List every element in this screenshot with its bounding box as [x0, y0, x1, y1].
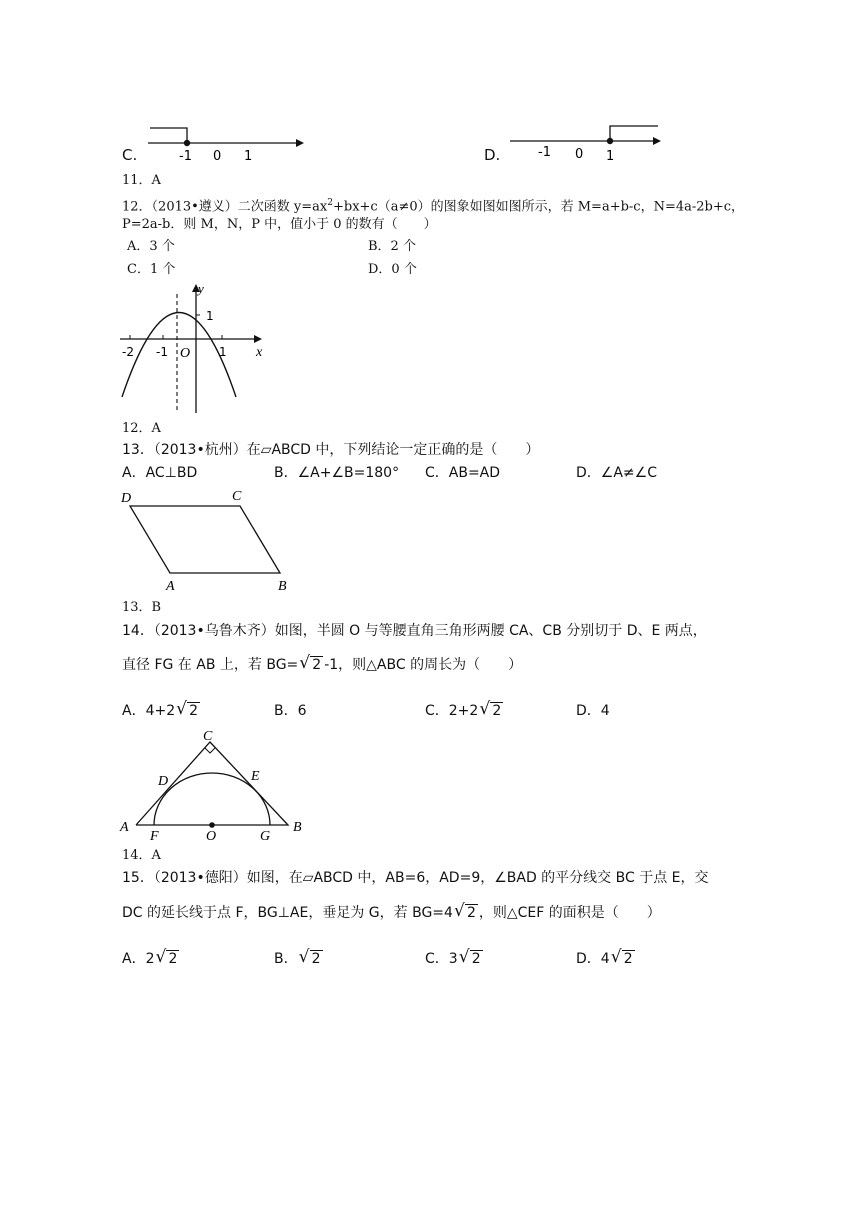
answer-12: 12．A — [122, 421, 161, 436]
point-label-d: D — [158, 774, 169, 789]
q15-option-d: D．4√ 2 — [576, 950, 636, 968]
q14-semicircle-triangle-figure — [118, 728, 318, 842]
q13-option-a: A．AC⊥BD — [122, 465, 198, 481]
point-label-g: G — [260, 829, 271, 844]
sqrt-symbol: √ 2 — [299, 656, 323, 674]
answer-11: 11．A — [122, 173, 161, 188]
q12-stem-line1: 12．（2013•遵义）二次函数 $y=ax^2+bx+c(a\ne 0)$的图象如图如图所示，若 M=a+b-c，N=4a-2b+c， — [122, 198, 745, 215]
q15-option-c: C．3√ 2 — [425, 950, 484, 968]
origin-label: O — [180, 346, 191, 361]
q14-option-b: B．6 — [274, 703, 307, 719]
q15-stem-line2: DC 的延长线于点 F，BG⊥AE，垂足为 G，若 BG=4√ 2 ，则△CEF 的面积是（ ） — [122, 904, 661, 922]
x-tick-label: -2 — [122, 345, 134, 359]
y-axis-label: y — [198, 281, 204, 296]
q13-parallelogram-figure — [118, 486, 298, 596]
point-label-b: B — [293, 820, 302, 835]
y-tick-label: 1 — [206, 309, 214, 323]
sqrt-symbol: √ 2 — [459, 950, 483, 968]
sqrt-symbol: √ 2 — [611, 950, 635, 968]
q14-stem-line2: 直径 FG 在 AB 上，若 BG=√ 2 -1，则△ABC 的周长为（ ） — [122, 656, 522, 674]
sqrt-symbol: √ 2 — [479, 702, 503, 720]
answer-14: 14．A — [122, 848, 161, 863]
q12-option-c: C．1 个 — [127, 262, 176, 277]
q13-stem: 13．（2013•杭州）在▱ABCD 中，下列结论一定正确的是（ ） — [122, 442, 540, 458]
q13-option-b: B．∠A+∠B=180° — [274, 465, 400, 481]
point-label-e: E — [251, 769, 260, 784]
q13-option-c: C．AB=AD — [425, 465, 501, 481]
point-label-a: A — [120, 820, 129, 835]
x-tick-label: 1 — [219, 345, 227, 359]
q14-option-c: C．2+2√ 2 — [425, 702, 504, 720]
q14-option-d: D．4 — [576, 703, 610, 719]
tick-label: 1 — [606, 149, 615, 164]
q12-option-a: A．3 个 — [127, 239, 175, 254]
tick-label: 0 — [575, 147, 584, 162]
vertex-label-d: D — [121, 491, 132, 506]
point-label-o: O — [206, 829, 217, 844]
q10-option-c-label: C. — [122, 146, 138, 164]
tick-label: -1 — [538, 145, 551, 160]
q10-option-c-numberline — [146, 122, 306, 166]
q10-option-d-numberline — [508, 120, 668, 164]
q12-option-b: B．2 个 — [368, 239, 416, 254]
q14-option-a: A．4+2√ 2 — [122, 702, 201, 720]
vertex-label-b: B — [278, 579, 287, 594]
vertex-label-c: C — [232, 489, 242, 504]
q15-option-a: A．2√ 2 — [122, 950, 180, 968]
q15-option-b: B．√ 2 — [274, 950, 324, 968]
q12-stem-line2: P=2a-b．则 M，N，P 中，值小于 0 的数有（ ） — [122, 217, 437, 232]
sqrt-symbol: √ 2 — [299, 950, 323, 968]
tick-label: -1 — [179, 149, 192, 164]
sqrt-symbol: √ 2 — [454, 904, 478, 922]
sqrt-symbol: √ 2 — [155, 950, 179, 968]
tick-label: 1 — [244, 149, 253, 164]
answer-13: 13．B — [122, 600, 162, 615]
point-label-f: F — [150, 829, 159, 844]
x-tick-label: -1 — [156, 345, 168, 359]
q14-stem-line1: 14．（2013•乌鲁木齐）如图，半圆 O 与等腰直角三角形两腰 CA、CB 分别切于 D、E 两点， — [122, 623, 707, 639]
q13-option-d: D．∠A≠∠C — [576, 465, 657, 481]
point-label-c: C — [203, 729, 213, 744]
q10-option-d-label: D. — [484, 146, 501, 164]
q12-parabola-graph — [118, 282, 278, 416]
q15-stem-line1: 15．（2013•德阳）如图，在▱ABCD 中，AB=6，AD=9，∠BAD 的平分线交 BC 于点 E，交 — [122, 870, 709, 886]
vertex-label-a: A — [166, 579, 175, 594]
x-axis-label: x — [256, 345, 263, 360]
tick-label: 0 — [213, 149, 222, 164]
q12-option-d: D．0 个 — [368, 262, 417, 277]
sqrt-symbol: √ 2 — [176, 702, 200, 720]
